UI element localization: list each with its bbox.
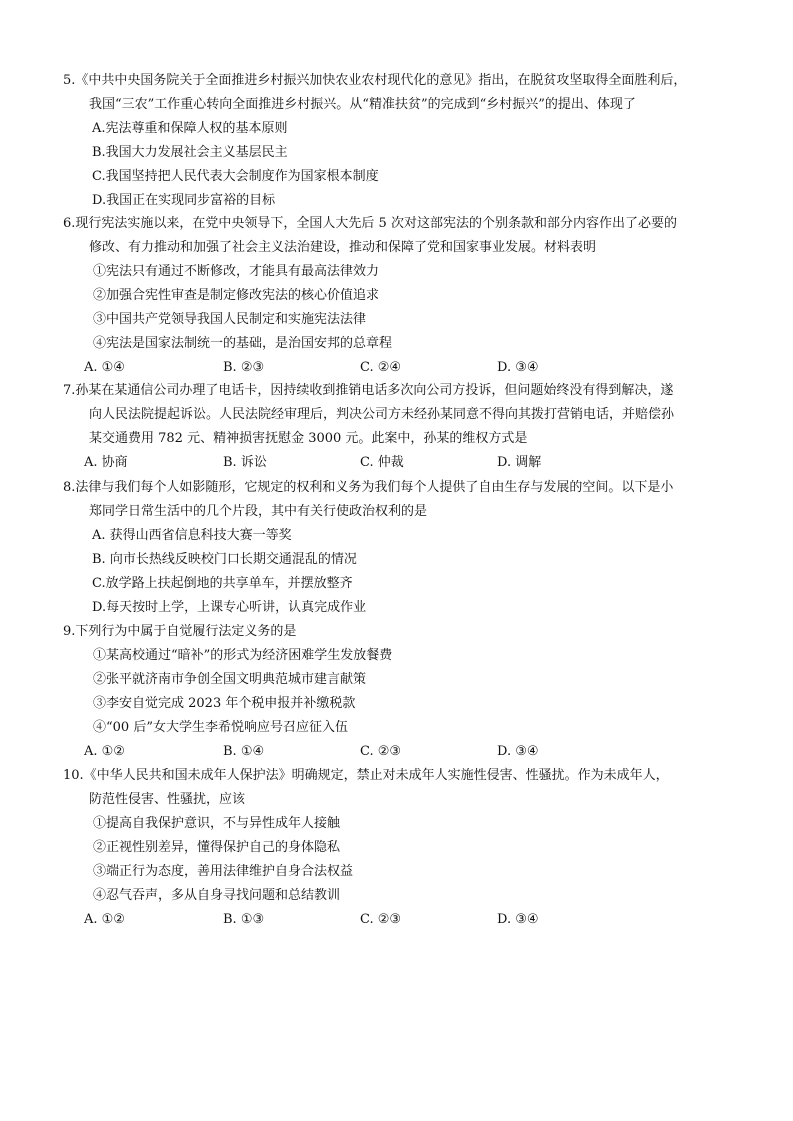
question-stem-line: 防范性侵害、性骚扰，应该 [89, 792, 246, 807]
statement-2: ②张平就济南市争创全国文明典范城市建言献策 [93, 672, 367, 687]
choice-d: D. ③④ [497, 744, 539, 759]
statement-2: ②正视性别差异，懂得保护自己的身体隐私 [93, 840, 341, 855]
question-9 [63, 620, 753, 764]
option-b: B.我国大力发展社会主义基层民主 [92, 145, 288, 160]
question-stem-line: 6.现行宪法实施以来，在党中央领导下，全国人大先后 5 次对这部宪法的个别条款和部分内容作出了必要的 [63, 216, 677, 231]
choice-row [63, 451, 753, 475]
option-c: C.放学路上扶起倒地的共享单车，并摆放整齐 [92, 576, 353, 591]
option-d: D.每天按时上学，上课专心听讲，认真完成作业 [92, 600, 367, 615]
question-stem-line: 8.法律与我们每个人如影随形，它规定的权利和义务为我们每个人提供了自由生存与发展的空间。以下是小 [63, 480, 674, 495]
question-stem-line: 向人民法院提起诉讼。人民法院经审理后，判决公司方未经孙某同意不得向其拨打营销电话，并赔偿孙 [89, 407, 675, 422]
choice-row [63, 908, 753, 932]
choice-row [63, 356, 753, 380]
statement-2: ②加强合宪性审查是制定修改宪法的核心价值追求 [93, 288, 380, 303]
question-5 [63, 69, 753, 213]
statement-3: ③中国共产党领导我国人民制定和实施宪法法律 [93, 312, 367, 327]
option-c: C.我国坚持把人民代表大会制度作为国家根本制度 [92, 169, 379, 184]
question-8 [63, 476, 753, 620]
statement-3: ③李安自觉完成 2023 年个税申报并补缴税款 [93, 696, 356, 711]
statement-4: ④忍气吞声，多从自身寻找问题和总结教训 [93, 888, 341, 903]
choice-a: A. ①② [84, 744, 125, 759]
choice-a: A. 协商 [84, 455, 128, 470]
option-a: A. 获得山西省信息科技大赛一等奖 [92, 528, 292, 543]
choice-c: C. ②③ [360, 744, 402, 759]
question-6 [63, 212, 753, 380]
statement-1: ①宪法只有通过不断修改，才能具有最高法律效力 [93, 264, 380, 279]
question-stem-line: 7.孙某在某通信公司办理了电话卡，因持续收到推销电话多次向公司方投诉，但问题始终没有得到解决，遂 [63, 383, 674, 398]
choice-a: A. ①② [84, 912, 125, 927]
choice-c: C. ②③ [360, 912, 402, 927]
question-stem-line: 某交通费用 782 元、精神损害抚慰金 3000 元。此案中，孙某的维权方式是 [89, 431, 528, 446]
choice-d: D. 调解 [497, 455, 542, 470]
question-stem-line: 郑同学日常生活中的几个片段，其中有关行使政治权利的是 [89, 504, 428, 519]
question-10 [63, 764, 753, 932]
choice-d: D. ③④ [497, 360, 539, 375]
question-stem-line: 9.下列行为中属于自觉履行法定义务的是 [63, 624, 297, 639]
question-7 [63, 379, 753, 475]
question-stem-line: 我国“三农”工作重心转向全面推进乡村振兴。从“精准扶贫”的完成到“乡村振兴”的提出、体现了 [89, 97, 636, 112]
choice-b: B. ①③ [223, 912, 265, 927]
choice-row [63, 740, 753, 764]
question-stem-line: 5.《中共中央国务院关于全面推进乡村振兴加快农业农村现代化的意见》指出，在脱贫攻坚取得全面胜利后， [63, 73, 687, 88]
choice-c: C. 仲裁 [360, 455, 404, 470]
statement-1: ①某高校通过“暗补”的形式为经济困难学生发放餐费 [93, 648, 393, 663]
choice-b: B. ①④ [223, 744, 265, 759]
question-stem-line: 修改、有力推动和加强了社会主义法治建设，推动和保障了党和国家事业发展。材料表明 [89, 240, 597, 255]
choice-b: B. 诉讼 [223, 455, 267, 470]
choice-a: A. ①④ [84, 360, 125, 375]
statement-4: ④宪法是国家法制统一的基础，是治国安邦的总章程 [93, 336, 393, 351]
statement-1: ①提高自我保护意识，不与异性成年人接触 [93, 816, 341, 831]
choice-d: D. ③④ [497, 912, 539, 927]
statement-4: ④“00 后”女大学生李希悦响应号召应征入伍 [93, 720, 348, 735]
option-a: A.宪法尊重和保障人权的基本原则 [92, 121, 288, 136]
question-stem-line: 10.《中华人民共和国未成年人保护法》明确规定，禁止对未成年人实施性侵害、性骚扰。作为未成年人， [63, 768, 669, 783]
choice-b: B. ②③ [223, 360, 265, 375]
option-d: D.我国正在实现同步富裕的目标 [92, 193, 276, 208]
option-b: B. 向市长热线反映校门口长期交通混乱的情况 [92, 552, 357, 567]
statement-3: ③端正行为态度，善用法律维护自身合法权益 [93, 864, 354, 879]
choice-c: C. ②④ [360, 360, 402, 375]
